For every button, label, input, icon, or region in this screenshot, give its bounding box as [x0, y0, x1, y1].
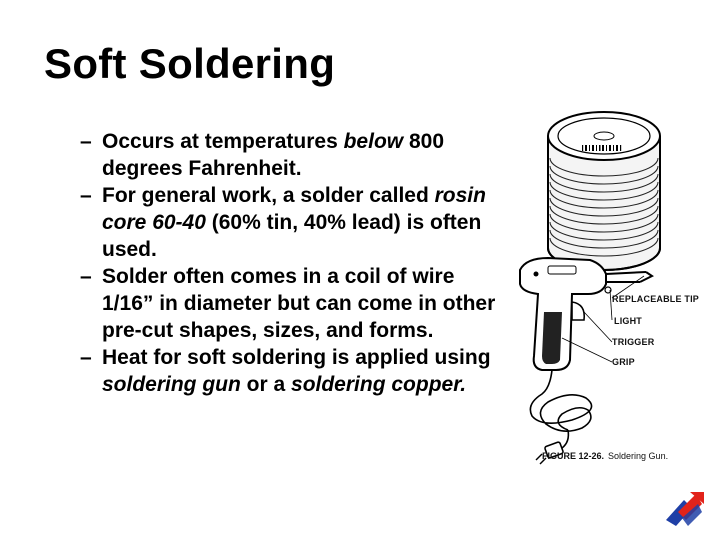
replaceable-tip-label: REPLACEABLE TIP [612, 294, 700, 304]
bullet-text: 800 degrees Fahrenheit. [102, 130, 444, 180]
figure-caption [542, 451, 668, 461]
bullet-text: For general work, a solder called [102, 184, 435, 207]
bullet-text: Occurs at temperatures [102, 130, 344, 153]
bullet-dash: – [80, 346, 92, 369]
bullet-emphasis: soldering copper. [291, 373, 467, 396]
soldering-figure [512, 98, 712, 470]
bullet-item [80, 128, 500, 182]
figure-number: FIGURE 12-26. [542, 451, 605, 461]
bullet-emphasis: soldering gun [102, 373, 241, 396]
bullet-text: Heat for soft soldering is applied using [102, 346, 491, 369]
bullet-dash: – [80, 265, 92, 288]
figure-caption-text: Soldering Gun. [608, 451, 669, 461]
bullet-emphasis: below [343, 130, 404, 153]
bullet-item [80, 182, 500, 263]
bullet-text: Solder often comes in a coil of wire 1/16” in diameter but can come in other pre-cut shapes, sizes, and forms. [102, 265, 496, 342]
grip-label: GRIP [612, 357, 635, 367]
figure-illustration [512, 98, 712, 470]
solder-spool-icon [548, 112, 660, 270]
trigger-label: TRIGGER [612, 337, 655, 347]
bullet-item [80, 263, 500, 344]
bullet-text: or a [240, 373, 292, 396]
bullet-list [80, 128, 500, 398]
bullet-dash: – [80, 184, 92, 207]
publisher-logo-icon [662, 490, 706, 530]
bullet-emphasis: rosin core 60-40 [102, 184, 486, 234]
bullet-dash: – [80, 130, 92, 153]
bullet-text: (60% tin, 40% lead) is often used. [102, 211, 482, 261]
bullet-item [80, 344, 500, 398]
light-label: LIGHT [614, 316, 642, 326]
slide-title: Soft Soldering [44, 40, 336, 87]
